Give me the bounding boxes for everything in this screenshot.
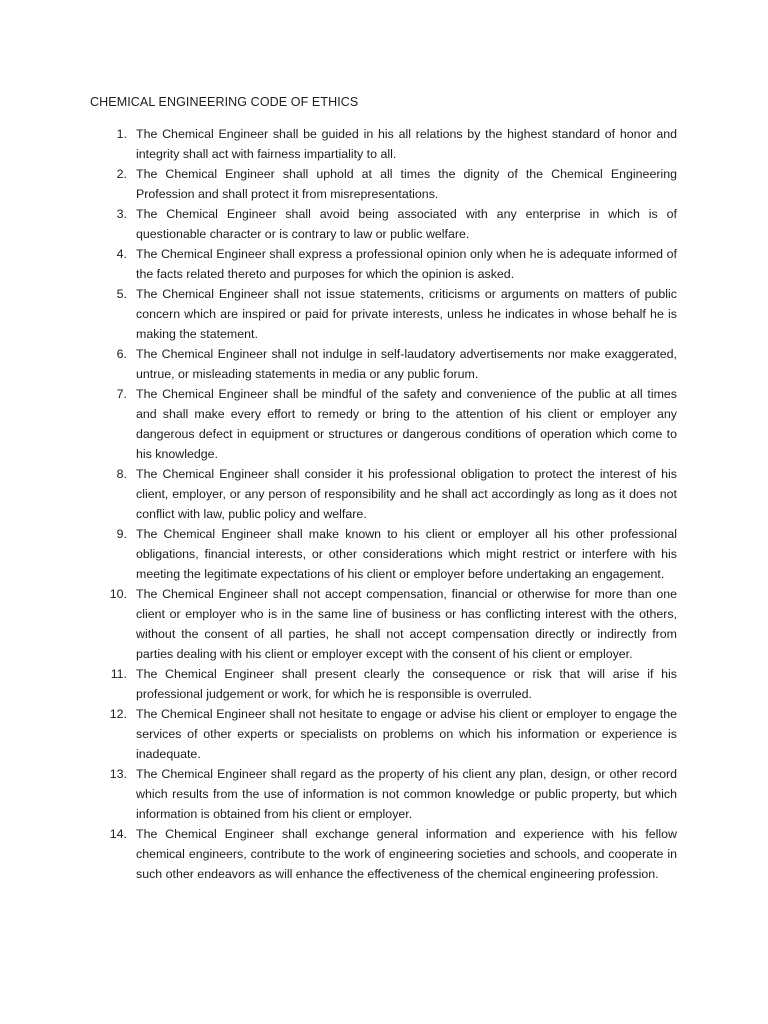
- item-text: The Chemical Engineer shall uphold at all times the dignity of the Chemical Engineering Profession and shall protect it from misrepresentations.: [136, 167, 677, 201]
- item-number: 9.: [116, 527, 127, 541]
- list-item: [90, 204, 677, 244]
- list-item: [90, 384, 677, 464]
- ethics-list: [90, 124, 677, 884]
- item-text: The Chemical Engineer shall regard as the property of his client any plan, design, or other record which results from the use of information is not common knowledge or public property, but which information is obtained from his client or employer.: [136, 767, 677, 821]
- item-number: 6.: [116, 347, 127, 361]
- list-item: [90, 284, 677, 344]
- list-item: [90, 124, 677, 164]
- item-text: The Chemical Engineer shall not hesitate to engage or advise his client or employer to engage the services of other experts or specialists on problems on which his information or experience is inadequate.: [136, 707, 677, 761]
- item-text: The Chemical Engineer shall make known to his client or employer all his other professional obligations, financial interests, or other considerations which might restrict or interfere with his meeting the legitimate expectations of his client or employer before undertaking an engagement.: [136, 527, 677, 581]
- item-text: The Chemical Engineer shall not accept compensation, financial or otherwise for more than one client or employer who is in the same line of business or has conflicting interest with the others, without the consent of all parties, he shall not accept compensation directly or indirectly from parties dealing with his client or employer except with the consent of his client or employer.: [136, 587, 677, 661]
- list-item: [90, 764, 677, 824]
- list-item: [90, 344, 677, 384]
- list-item: [90, 164, 677, 204]
- list-item: [90, 524, 677, 584]
- list-item: [90, 244, 677, 284]
- list-item: [90, 704, 677, 764]
- item-number: 7.: [116, 387, 127, 401]
- list-item: [90, 664, 677, 704]
- item-text: The Chemical Engineer shall be mindful of the safety and convenience of the public at all times and shall make every effort to remedy or bring to the attention of his client or employer any dangerous defect in equipment or structures or dangerous conditions of operation which come to his knowledge.: [136, 387, 677, 461]
- document-title: CHEMICAL ENGINEERING CODE OF ETHICS: [90, 95, 359, 109]
- item-text: The Chemical Engineer shall not indulge in self-laudatory advertisements nor make exaggerated, untrue, or misleading statements in media or any public forum.: [136, 347, 677, 381]
- item-number: 5.: [116, 287, 127, 301]
- item-number: 4.: [116, 247, 127, 261]
- item-text: The Chemical Engineer shall not issue statements, criticisms or arguments on matters of public concern which are inspired or paid for private interests, unless he indicates in whose behalf he is making the statement.: [136, 287, 677, 341]
- item-number: 12.: [109, 707, 127, 721]
- item-number: 11.: [110, 667, 127, 681]
- list-item: [90, 584, 677, 664]
- item-text: The Chemical Engineer shall exchange general information and experience with his fellow chemical engineers, contribute to the work of engineering societies and schools, and cooperate in such other endeavors as will enhance the effectiveness of the chemical engineering profession.: [136, 827, 677, 881]
- item-number: 3.: [116, 207, 127, 221]
- item-number: 10.: [109, 587, 127, 601]
- item-number: 13.: [109, 767, 127, 781]
- item-number: 2.: [116, 167, 127, 181]
- item-text: The Chemical Engineer shall be guided in his all relations by the highest standard of honor and integrity shall act with fairness impartiality to all.: [136, 127, 677, 161]
- item-number: 1.: [116, 127, 127, 141]
- item-number: 8.: [116, 467, 127, 481]
- item-number: 14.: [109, 827, 127, 841]
- list-item: [90, 464, 677, 524]
- list-item: [90, 824, 677, 884]
- item-text: The Chemical Engineer shall avoid being associated with any enterprise in which is of questionable character or is contrary to law or public welfare.: [136, 207, 677, 241]
- item-text: The Chemical Engineer shall present clearly the consequence or risk that will arise if his professional judgement or work, for which he is responsible is overruled.: [136, 667, 677, 701]
- item-text: The Chemical Engineer shall consider it his professional obligation to protect the interest of his client, employer, or any person of responsibility and he shall act accordingly as long as it does not conflict with law, public policy and welfare.: [136, 467, 677, 521]
- item-text: The Chemical Engineer shall express a professional opinion only when he is adequate informed of the facts related thereto and purposes for which the opinion is asked.: [136, 247, 677, 281]
